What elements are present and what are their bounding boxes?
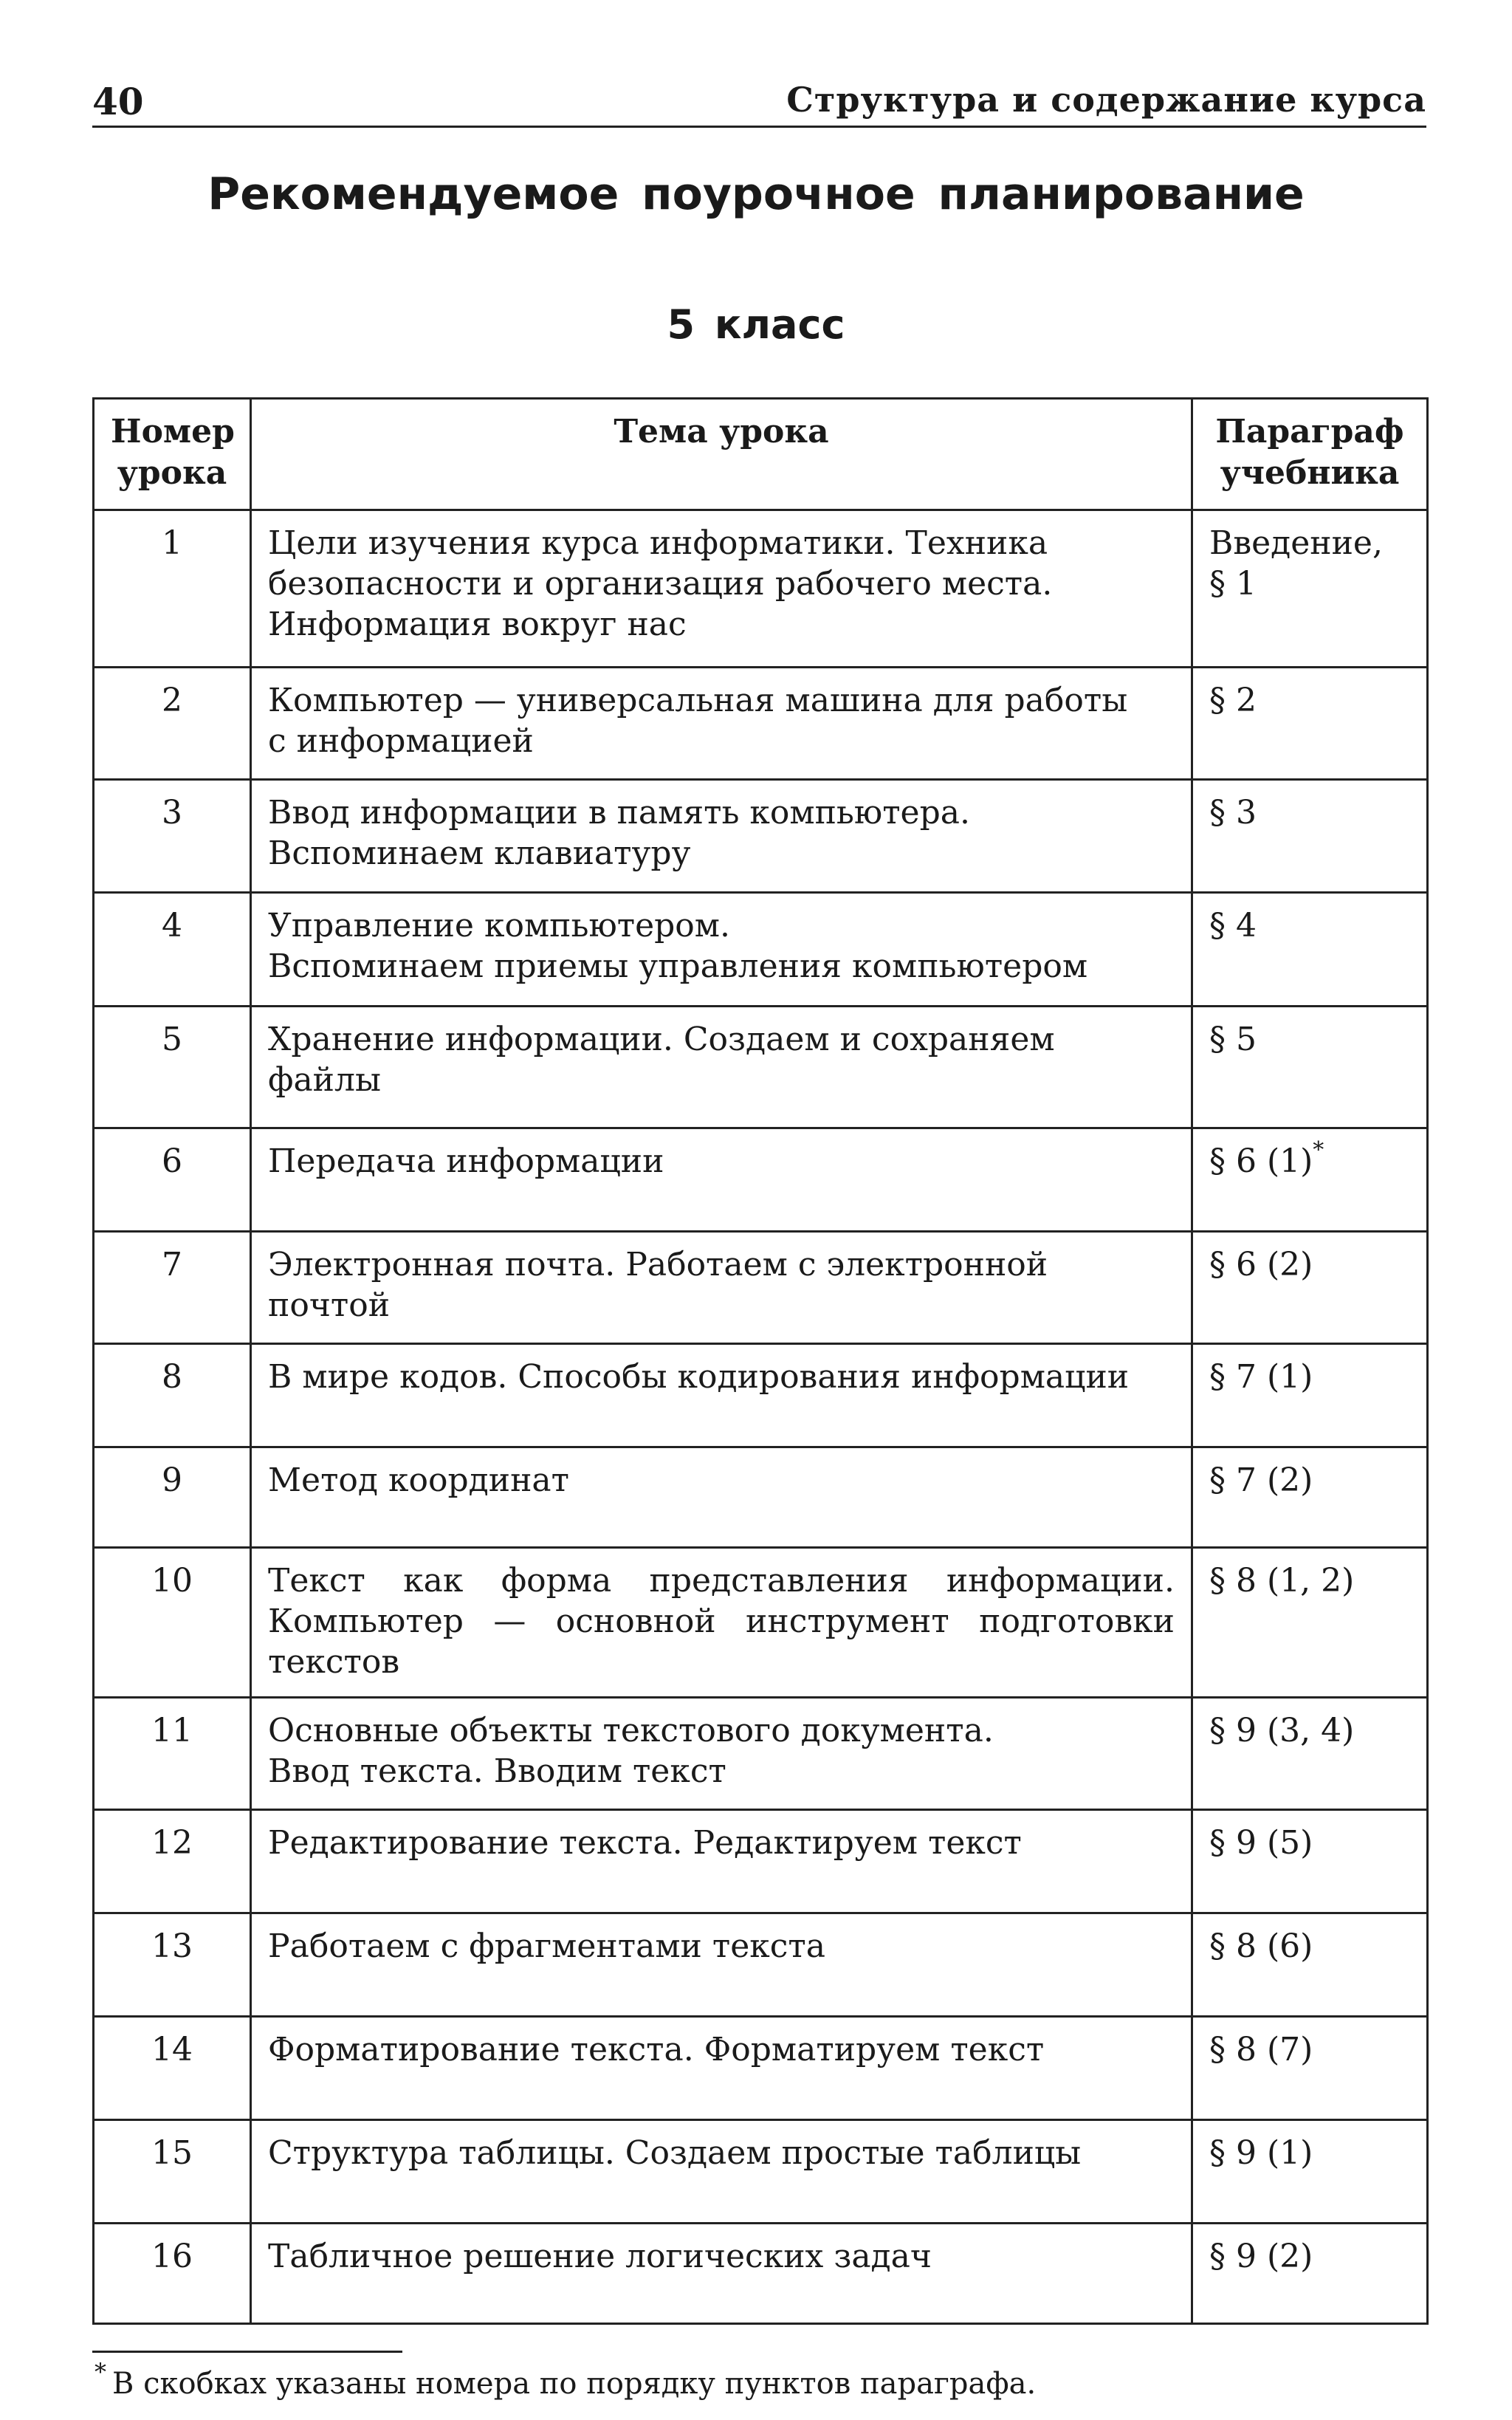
textbook-section-cell	[1192, 780, 1428, 893]
grade-subtitle: 5 класс	[667, 301, 845, 348]
lesson-number-cell: 3	[94, 780, 251, 893]
table-row	[94, 1548, 1428, 1698]
lesson-topic-text: Ввод информации в память компьютера. Вспоминаем клавиатуру	[268, 794, 970, 872]
textbook-section-text: § 9 (3, 4)	[1209, 1712, 1355, 1749]
table-row	[94, 2017, 1428, 2120]
textbook-section-text: Введение, § 1	[1209, 524, 1383, 603]
table-row	[94, 2120, 1428, 2224]
lesson-topic-cell	[251, 1007, 1192, 1128]
lesson-topic-cell	[251, 1128, 1192, 1232]
textbook-section-text: § 5	[1209, 1021, 1257, 1058]
textbook-section-cell	[1192, 1007, 1428, 1128]
running-header	[92, 74, 1426, 128]
textbook-section-text: § 4	[1209, 907, 1257, 945]
textbook-section-cell	[1192, 510, 1428, 668]
textbook-section-text: § 8 (7)	[1209, 2031, 1313, 2068]
lesson-topic-cell	[251, 510, 1192, 668]
table-row	[94, 1913, 1428, 2017]
lesson-topic-cell	[251, 1913, 1192, 2017]
textbook-section-text: § 9 (2)	[1209, 2238, 1313, 2275]
textbook-section-cell	[1192, 1447, 1428, 1548]
lesson-topic-text: Хранение информации. Создаем и сохраняем файлы	[268, 1021, 1055, 1099]
textbook-section-text: § 8 (6)	[1209, 1927, 1313, 1965]
lesson-topic-cell	[251, 780, 1192, 893]
lesson-topic-text: Компьютер — универсальная машина для работы с информацией	[268, 682, 1128, 760]
table-row	[94, 1810, 1428, 1913]
textbook-section-cell	[1192, 1344, 1428, 1447]
table-row	[94, 510, 1428, 668]
lesson-topic-text: Структура таблицы. Создаем простые таблицы	[268, 2134, 1082, 2172]
lesson-topic-cell	[251, 1344, 1192, 1447]
lesson-number-cell: 9	[94, 1447, 251, 1548]
lesson-topic-text: Управление компьютером. Вспоминаем приемы управления компьютером	[268, 907, 1088, 985]
lesson-topic-text: Работаем с фрагментами текста	[268, 1927, 825, 1965]
lesson-topic-text: Метод координат	[268, 1461, 569, 1499]
textbook-section-cell	[1192, 2120, 1428, 2224]
footnote	[94, 2358, 1037, 2404]
lesson-topic-cell	[251, 2017, 1192, 2120]
textbook-section-cell	[1192, 668, 1428, 780]
textbook-section-cell	[1192, 1128, 1428, 1232]
textbook-section-cell	[1192, 2224, 1428, 2324]
textbook-section-text: § 6 (1)	[1209, 1142, 1313, 1180]
lesson-number-cell: 11	[94, 1698, 251, 1810]
lesson-topic-text: Текст как форма представления информации. Компьютер — основной инструмент подготовки текстов	[268, 1562, 1175, 1681]
table-row	[94, 2224, 1428, 2324]
textbook-section-cell	[1192, 1548, 1428, 1698]
table-body	[94, 510, 1428, 2324]
table-row	[94, 1447, 1428, 1548]
textbook-section-cell	[1192, 1698, 1428, 1810]
lesson-topic-cell	[251, 1447, 1192, 1548]
lesson-topic-text: Цели изучения курса информатики. Техника безопасности и организация рабочего места. Информация вокруг нас	[268, 524, 1053, 643]
lesson-topic-cell	[251, 1548, 1192, 1698]
footnote-mark: *	[94, 2358, 106, 2386]
lesson-topic-text: Электронная почта. Работаем с электронной почтой	[268, 1246, 1048, 1324]
textbook-section-cell	[1192, 893, 1428, 1007]
lesson-topic-text: В мире кодов. Способы кодирования информации	[268, 1358, 1130, 1396]
textbook-section-text: § 7 (2)	[1209, 1461, 1313, 1499]
textbook-section-cell	[1192, 1913, 1428, 2017]
lesson-number-cell: 12	[94, 1810, 251, 1913]
lesson-topic-cell	[251, 1698, 1192, 1810]
lesson-number-cell: 2	[94, 668, 251, 780]
textbook-section-text: § 6 (2)	[1209, 1246, 1313, 1283]
lesson-topic-text: Передача информации	[268, 1142, 664, 1180]
footnote-text: В скобках указаны номера по порядку пунктов параграфа.	[112, 2367, 1037, 2401]
textbook-section-text: § 8 (1, 2)	[1209, 1562, 1355, 1600]
lesson-topic-cell	[251, 2120, 1192, 2224]
textbook-section-cell	[1192, 1810, 1428, 1913]
lesson-topic-text: Редактирование текста. Редактируем текст	[268, 1824, 1022, 1862]
table-row	[94, 668, 1428, 780]
lesson-number-cell: 1	[94, 510, 251, 668]
lesson-number-cell: 5	[94, 1007, 251, 1128]
textbook-section-text: § 9 (5)	[1209, 1824, 1313, 1862]
lesson-number-cell: 7	[94, 1232, 251, 1344]
page-number: 40	[92, 80, 144, 123]
lesson-topic-cell	[251, 1810, 1192, 1913]
textbook-section-text: § 7 (1)	[1209, 1358, 1313, 1396]
table-row	[94, 1007, 1428, 1128]
table-row	[94, 1128, 1428, 1232]
lesson-topic-cell	[251, 2224, 1192, 2324]
lesson-topic-cell	[251, 893, 1192, 1007]
lesson-number-cell: 4	[94, 893, 251, 1007]
lesson-topic-text: Основные объекты текстового документа. Ввод текста. Вводим текст	[268, 1712, 994, 1790]
table-row	[94, 780, 1428, 893]
column-header-lesson-topic: Тема урока	[251, 399, 1192, 510]
table-row	[94, 1344, 1428, 1447]
textbook-section-text: § 3	[1209, 794, 1257, 832]
lesson-number-cell: 16	[94, 2224, 251, 2324]
lesson-topic-text: Форматирование текста. Форматируем текст	[268, 2031, 1045, 2068]
lesson-plan-table	[92, 397, 1429, 2325]
lesson-number-cell: 13	[94, 1913, 251, 2017]
lesson-topic-cell	[251, 668, 1192, 780]
textbook-section-cell	[1192, 1232, 1428, 1344]
lesson-number-cell: 15	[94, 2120, 251, 2224]
table-row	[94, 1698, 1428, 1810]
lesson-topic-cell	[251, 1232, 1192, 1344]
table-row	[94, 893, 1428, 1007]
lesson-number-cell: 14	[94, 2017, 251, 2120]
lesson-number-cell: 6	[94, 1128, 251, 1232]
footnote-reference-mark: *	[1313, 1137, 1324, 1163]
column-header-lesson-number: Номер урока	[94, 399, 251, 510]
footnote-divider	[92, 2351, 402, 2353]
textbook-section-text: § 9 (1)	[1209, 2134, 1313, 2172]
textbook-section-cell	[1192, 2017, 1428, 2120]
running-title: Структура и содержание курса	[786, 80, 1426, 120]
lesson-number-cell: 10	[94, 1548, 251, 1698]
column-header-textbook-section: Параграф учебника	[1192, 399, 1428, 510]
lesson-topic-text: Табличное решение логических задач	[268, 2238, 932, 2275]
table-header-row	[94, 399, 1428, 510]
page-title: Рекомендуемое поурочное планирование	[207, 168, 1305, 220]
lesson-number-cell: 8	[94, 1344, 251, 1447]
textbook-section-text: § 2	[1209, 682, 1257, 719]
table-row	[94, 1232, 1428, 1344]
